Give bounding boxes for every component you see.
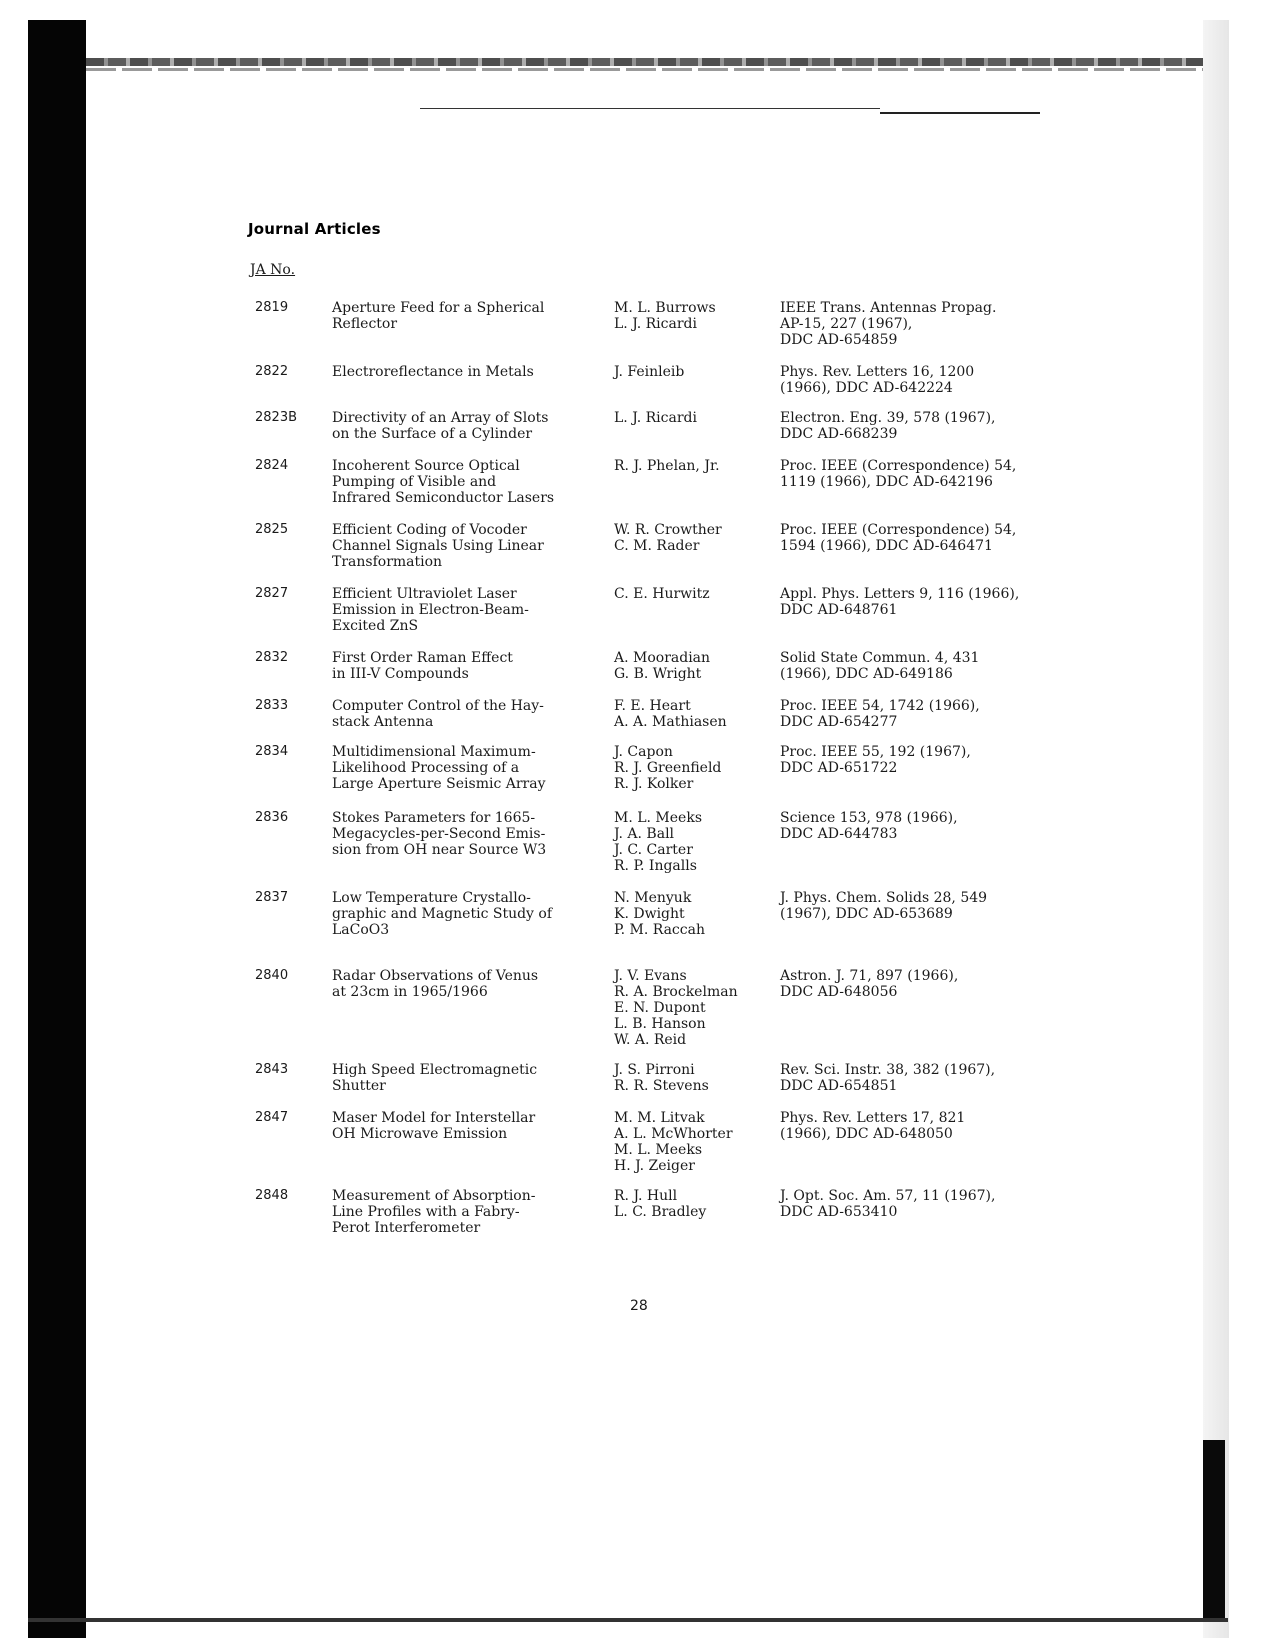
ja-number: 2843 xyxy=(255,1062,289,1077)
article-title: Computer Control of the Hay- stack Antenna xyxy=(332,698,544,730)
scan-border-right-dark xyxy=(1203,1440,1225,1620)
article-reference: Astron. J. 71, 897 (1966), DDC AD-648056 xyxy=(780,968,959,1000)
article-authors: M. L. Meeks J. A. Ball J. C. Carter R. P. Ingalls xyxy=(614,810,703,874)
article-reference: Science 153, 978 (1966), DDC AD-644783 xyxy=(780,810,958,842)
ja-number: 2824 xyxy=(255,458,289,473)
ja-number: 2833 xyxy=(255,698,289,713)
article-title: Electroreflectance in Metals xyxy=(332,364,534,380)
scan-border-left xyxy=(28,20,86,1638)
article-title: Measurement of Absorption- Line Profiles with a Fabry- Perot Interferometer xyxy=(332,1188,536,1236)
article-title: Efficient Coding of Vocoder Channel Signals Using Linear Transformation xyxy=(332,522,544,570)
ja-number: 2847 xyxy=(255,1110,289,1125)
article-authors: A. Mooradian G. B. Wright xyxy=(614,650,711,682)
scan-border-right xyxy=(1203,20,1229,1638)
article-authors: J. S. Pirroni R. R. Stevens xyxy=(614,1062,709,1094)
article-authors: W. R. Crowther C. M. Rader xyxy=(614,522,722,554)
article-reference: Phys. Rev. Letters 16, 1200 (1966), DDC AD-642224 xyxy=(780,364,975,396)
article-title: First Order Raman Effect in III-V Compounds xyxy=(332,650,513,682)
article-reference: J. Opt. Soc. Am. 57, 11 (1967), DDC AD-653410 xyxy=(780,1188,996,1220)
article-title: Directivity of an Array of Slots on the Surface of a Cylinder xyxy=(332,410,549,442)
article-authors: J. Capon R. J. Greenfield R. J. Kolker xyxy=(614,744,722,792)
header-rule-bold xyxy=(880,112,1040,114)
article-reference: Proc. IEEE 54, 1742 (1966), DDC AD-654277 xyxy=(780,698,980,730)
article-authors: R. J. Hull L. C. Bradley xyxy=(614,1188,707,1220)
article-reference: Proc. IEEE (Correspondence) 54, 1594 (1966), DDC AD-646471 xyxy=(780,522,1017,554)
article-title: Maser Model for Interstellar OH Microwave Emission xyxy=(332,1110,536,1142)
article-title: Efficient Ultraviolet Laser Emission in Electron-Beam- Excited ZnS xyxy=(332,586,529,634)
ja-number: 2827 xyxy=(255,586,289,601)
article-title: Radar Observations of Venus at 23cm in 1965/1966 xyxy=(332,968,539,1000)
page-number: 28 xyxy=(630,1298,648,1314)
article-reference: Electron. Eng. 39, 578 (1967), DDC AD-668239 xyxy=(780,410,996,442)
article-title: Stokes Parameters for 1665- Megacycles-per-Second Emis- sion from OH near Source W3 xyxy=(332,810,547,858)
article-title: High Speed Electromagnetic Shutter xyxy=(332,1062,538,1094)
article-authors: C. E. Hurwitz xyxy=(614,586,710,602)
ja-number: 2832 xyxy=(255,650,289,665)
article-reference: IEEE Trans. Antennas Propag. AP-15, 227 (1967), DDC AD-654859 xyxy=(780,300,997,348)
scan-border-top xyxy=(86,58,1226,66)
ja-number: 2848 xyxy=(255,1188,289,1203)
article-authors: J. Feinleib xyxy=(614,364,685,380)
scan-border-top-secondary xyxy=(86,68,1226,71)
article-authors: L. J. Ricardi xyxy=(614,410,697,426)
scan-border-bottom xyxy=(28,1618,1228,1622)
ja-number: 2834 xyxy=(255,744,289,759)
article-authors: N. Menyuk K. Dwight P. M. Raccah xyxy=(614,890,705,938)
ja-number: 2823B xyxy=(255,410,298,425)
article-reference: Appl. Phys. Letters 9, 116 (1966), DDC AD-648761 xyxy=(780,586,1020,618)
ja-number: 2837 xyxy=(255,890,289,905)
article-reference: Rev. Sci. Instr. 38, 382 (1967), DDC AD-654851 xyxy=(780,1062,996,1094)
article-reference: Proc. IEEE 55, 192 (1967), DDC AD-651722 xyxy=(780,744,971,776)
ja-number: 2836 xyxy=(255,810,289,825)
article-reference: Solid State Commun. 4, 431 (1966), DDC AD-649186 xyxy=(780,650,980,682)
article-authors: J. V. Evans R. A. Brockelman E. N. Dupont L. B. Hanson W. A. Reid xyxy=(614,968,738,1048)
ja-number: 2819 xyxy=(255,300,289,315)
section-title: Journal Articles xyxy=(248,220,381,238)
ja-number: 2840 xyxy=(255,968,289,983)
ja-number: 2822 xyxy=(255,364,289,379)
article-reference: J. Phys. Chem. Solids 28, 549 (1967), DDC AD-653689 xyxy=(780,890,988,922)
header-rule xyxy=(420,108,880,109)
article-title: Aperture Feed for a Spherical Reflector xyxy=(332,300,545,332)
article-authors: R. J. Phelan, Jr. xyxy=(614,458,720,474)
article-title: Low Temperature Crystallo- graphic and Magnetic Study of LaCoO3 xyxy=(332,890,553,938)
article-title: Incoherent Source Optical Pumping of Visible and Infrared Semiconductor Lasers xyxy=(332,458,555,506)
article-reference: Proc. IEEE (Correspondence) 54, 1119 (1966), DDC AD-642196 xyxy=(780,458,1017,490)
article-authors: M. M. Litvak A. L. McWhorter M. L. Meeks H. J. Zeiger xyxy=(614,1110,733,1174)
article-authors: M. L. Burrows L. J. Ricardi xyxy=(614,300,716,332)
article-reference: Phys. Rev. Letters 17, 821 (1966), DDC AD-648050 xyxy=(780,1110,966,1142)
column-header-ja-no: JA No. xyxy=(250,262,296,278)
article-title: Multidimensional Maximum- Likelihood Processing of a Large Aperture Seismic Array xyxy=(332,744,546,792)
ja-number: 2825 xyxy=(255,522,289,537)
article-authors: F. E. Heart A. A. Mathiasen xyxy=(614,698,727,730)
